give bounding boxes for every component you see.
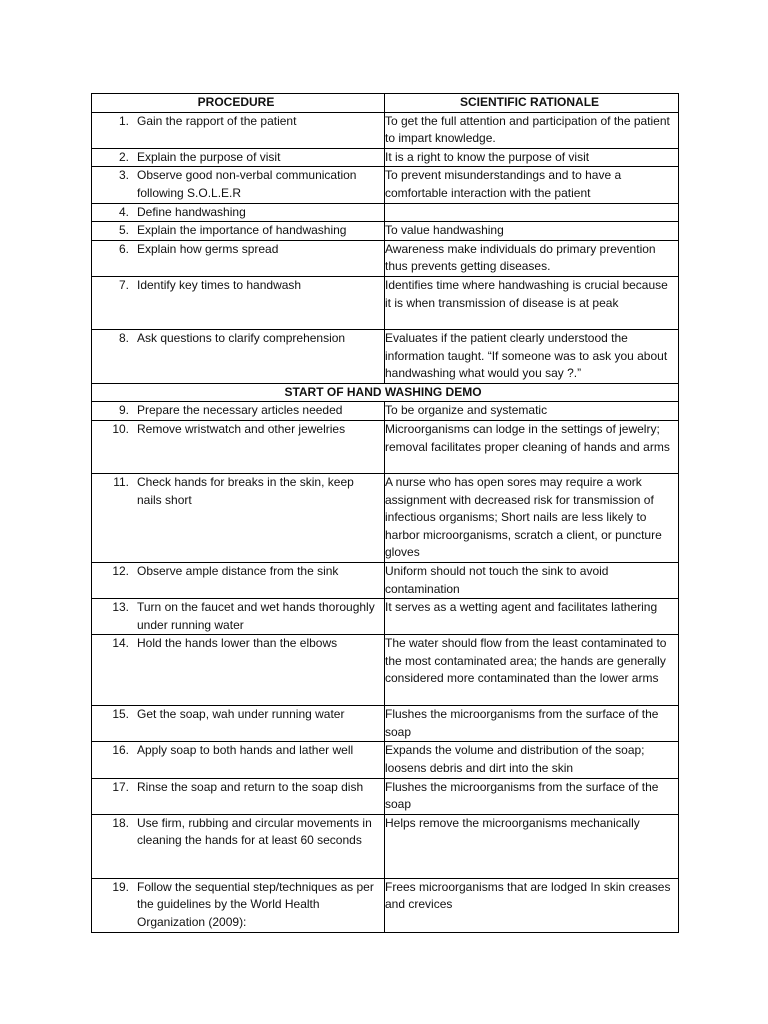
procedure-cell — [92, 276, 385, 329]
procedure-step — [92, 204, 380, 222]
rationale-cell: Expands the volume and distribution of the soap; loosens debris and dirt into the skin — [385, 742, 679, 778]
procedure-step — [92, 113, 380, 131]
procedure-cell — [92, 420, 385, 473]
procedure-text: Explain how germs spread — [137, 241, 279, 256]
procedure-step — [92, 222, 380, 240]
table-row — [92, 112, 679, 148]
procedure-cell — [92, 599, 385, 635]
table-row — [92, 635, 679, 706]
section-row-group — [92, 383, 679, 402]
procedure-step — [92, 474, 380, 509]
procedure-step — [92, 277, 380, 295]
procedure-text: Follow the sequential step/techniques as per the guidelines by the World Health Organization (2009): — [137, 879, 374, 930]
table-row — [92, 167, 679, 203]
procedure-step — [92, 879, 380, 932]
step-number: 8. — [118, 330, 129, 345]
step-number: 14. — [112, 636, 129, 651]
rationale-cell: To prevent misunderstandings and to have a comfortable interaction with the patient — [385, 167, 679, 203]
rationale-cell: Microorganisms can lodge in the settings of jewelry; removal facilitates proper cleaning of hands and arms — [385, 420, 679, 473]
table-row — [92, 562, 679, 598]
procedure-text: Turn on the faucet and wet hands thoroughly under running water — [137, 600, 375, 632]
table-row — [92, 778, 679, 814]
section-row — [92, 383, 679, 402]
rationale-header: SCIENTIFIC RATIONALE — [385, 94, 679, 113]
table-row — [92, 222, 679, 241]
procedure-step — [92, 149, 380, 167]
rationale-cell: To be organize and systematic — [385, 402, 679, 421]
step-number: 11. — [113, 474, 129, 489]
rationale-cell: Awareness make individuals do primary prevention thus prevents getting diseases. — [385, 240, 679, 276]
rationale-cell: It is a right to know the purpose of visit — [385, 148, 679, 167]
step-number: 18. — [112, 815, 129, 830]
rationale-cell: A nurse who has open sores may require a work assignment with decreased risk for transmission of infectious organisms; Short nails are less likely to harbor microorganisms, scratch a client, or puncture gloves — [385, 473, 679, 562]
procedure-text: Gain the rapport of the patient — [137, 113, 297, 128]
step-number: 17. — [112, 779, 129, 794]
procedure-step — [92, 706, 380, 724]
table-row — [92, 706, 679, 742]
procedure-header: PROCEDURE — [92, 94, 385, 113]
procedure-table — [91, 93, 679, 933]
procedure-text: Hold the hands lower than the elbows — [137, 636, 338, 651]
procedure-cell — [92, 814, 385, 878]
procedure-cell — [92, 167, 385, 203]
procedure-step — [92, 563, 380, 581]
step-number: 15. — [112, 707, 129, 722]
table-body-part2 — [92, 402, 679, 933]
procedure-text: Rinse the soap and return to the soap dish — [137, 779, 364, 794]
rationale-cell: The water should flow from the least contaminated to the most contaminated area; the hands are generally considered more contaminated than the lower arms — [385, 635, 679, 706]
rationale-cell: Uniform should not touch the sink to avoid contamination — [385, 562, 679, 598]
step-number: 5. — [118, 223, 129, 238]
procedure-text: Identify key times to handwash — [137, 277, 302, 292]
table-row — [92, 276, 679, 329]
table-row — [92, 240, 679, 276]
procedure-cell — [92, 112, 385, 148]
step-number: 3. — [118, 168, 129, 183]
rationale-cell: Frees microorganisms that are lodged In skin creases and crevices — [385, 878, 679, 932]
rationale-cell: Helps remove the microorganisms mechanically — [385, 814, 679, 878]
step-number: 6. — [118, 241, 129, 256]
procedure-cell — [92, 240, 385, 276]
procedure-cell — [92, 473, 385, 562]
procedure-cell — [92, 562, 385, 598]
procedure-step — [92, 421, 380, 439]
procedure-step — [92, 402, 380, 420]
table-row — [92, 402, 679, 421]
table-row — [92, 148, 679, 167]
procedure-text: Ask questions to clarify comprehension — [137, 330, 346, 345]
step-number: 19. — [112, 879, 129, 894]
procedure-step — [92, 330, 380, 348]
table-row — [92, 814, 679, 878]
step-number: 2. — [118, 149, 129, 164]
procedure-step — [92, 241, 380, 259]
procedure-text: Prepare the necessary articles needed — [137, 403, 343, 418]
procedure-text: Apply soap to both hands and lather well — [137, 743, 354, 758]
procedure-text: Observe good non-verbal communication following S.O.L.E.R — [137, 168, 357, 200]
header-row — [92, 94, 679, 113]
step-number: 9. — [118, 403, 129, 418]
procedure-cell — [92, 742, 385, 778]
table-row — [92, 420, 679, 473]
rationale-cell — [385, 203, 679, 222]
procedure-text: Explain the importance of handwashing — [137, 223, 347, 238]
procedure-cell — [92, 329, 385, 383]
procedure-text: Remove wristwatch and other jewelries — [137, 421, 346, 436]
step-number: 7. — [118, 277, 129, 292]
procedure-text: Define handwashing — [137, 204, 246, 219]
procedure-cell — [92, 635, 385, 706]
table-row — [92, 878, 679, 932]
procedure-cell — [92, 778, 385, 814]
step-number: 4. — [118, 204, 129, 219]
rationale-cell: It serves as a wetting agent and facilitates lathering — [385, 599, 679, 635]
table-body-part1 — [92, 112, 679, 383]
table-row — [92, 329, 679, 383]
step-number: 1. — [118, 113, 129, 128]
procedure-step — [92, 815, 380, 850]
section-title: START OF HAND WASHING DEMO — [92, 383, 679, 402]
procedure-cell — [92, 878, 385, 932]
procedure-cell — [92, 706, 385, 742]
procedure-cell — [92, 203, 385, 222]
procedure-step — [92, 742, 380, 760]
rationale-cell: Identifies time where handwashing is crucial because it is when transmission of disease is at peak — [385, 276, 679, 329]
procedure-text: Explain the purpose of visit — [137, 149, 281, 164]
procedure-text: Get the soap, wah under running water — [137, 707, 345, 722]
procedure-cell — [92, 222, 385, 241]
procedure-text: Observe ample distance from the sink — [137, 563, 339, 578]
procedure-cell — [92, 402, 385, 421]
step-number: 12. — [112, 563, 129, 578]
procedure-step — [92, 167, 380, 202]
procedure-text: Use firm, rubbing and circular movements in cleaning the hands for at least 60 seconds — [137, 815, 372, 848]
procedure-step — [92, 635, 380, 653]
procedure-text: Check hands for breaks in the skin, keep nails short — [137, 474, 354, 507]
procedure-cell — [92, 148, 385, 167]
rationale-cell: Flushes the microorganisms from the surface of the soap — [385, 778, 679, 814]
rationale-cell: To get the full attention and participation of the patient to impart knowledge. — [385, 112, 679, 148]
table-row — [92, 203, 679, 222]
table-row — [92, 473, 679, 562]
procedure-step — [92, 599, 380, 634]
step-number: 13. — [112, 600, 129, 615]
rationale-cell: To value handwashing — [385, 222, 679, 241]
procedure-step — [92, 779, 380, 797]
step-number: 10. — [112, 421, 129, 436]
rationale-cell: Evaluates if the patient clearly understood the information taught. “If someone was to ask you about handwashing what would you say ?.” — [385, 329, 679, 383]
rationale-cell: Flushes the microorganisms from the surface of the soap — [385, 706, 679, 742]
step-number: 16. — [112, 743, 129, 758]
table-row — [92, 599, 679, 635]
table-row — [92, 742, 679, 778]
